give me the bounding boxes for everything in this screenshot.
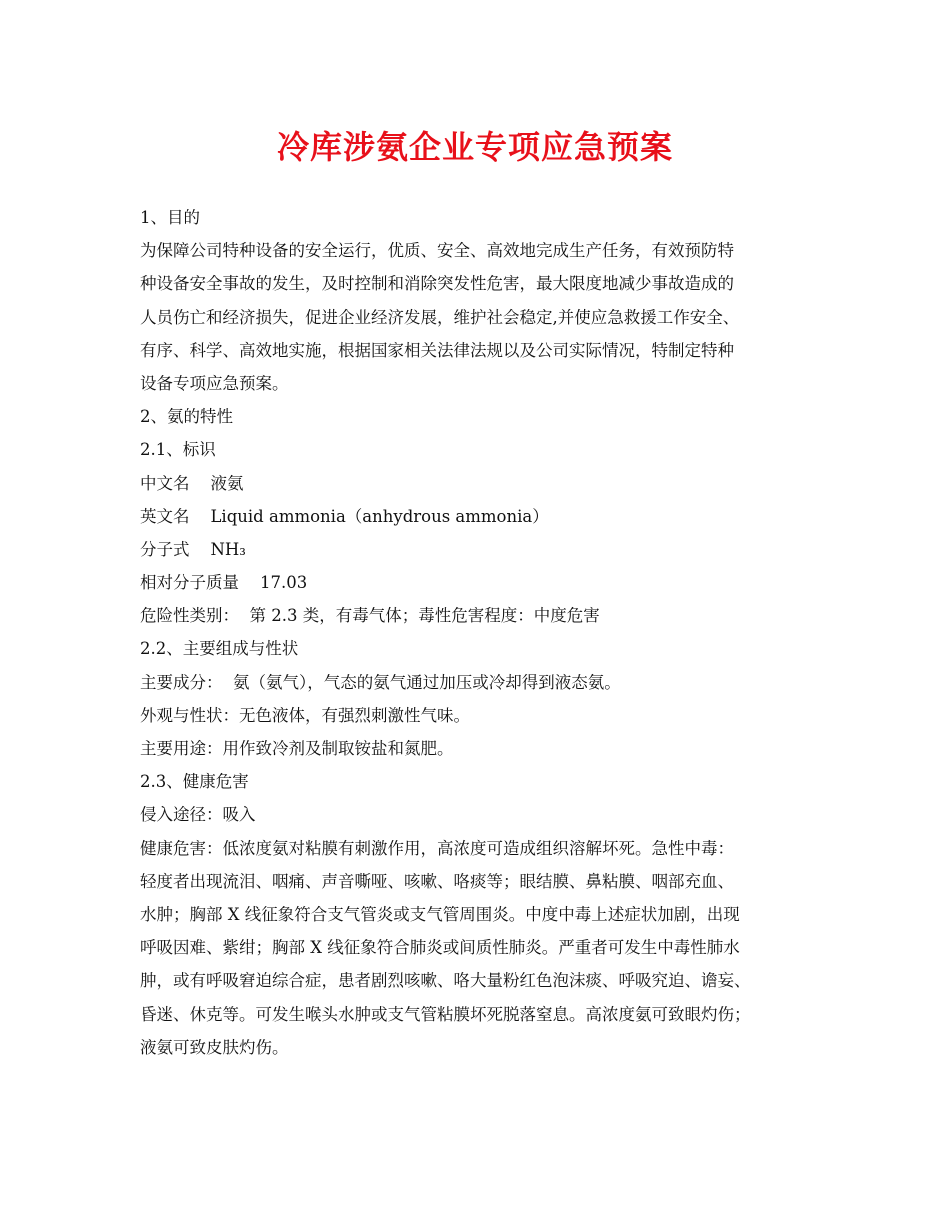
paragraph-line: 健康危害：低浓度氨对粘膜有刺激作用，高浓度可造成组织溶解坏死。急性中毒： [140, 838, 734, 858]
subsection-heading-identification: 2.1、标识 [140, 440, 216, 460]
document-body [140, 201, 840, 1064]
field-molecular-weight: 相对分子质量 17.03 [140, 573, 308, 593]
paragraph-line: 有序、科学、高效地实施，根据国家相关法律法规以及公司实际情况，特制定特种 [140, 340, 734, 360]
subsection-heading-composition: 2.2、主要组成与性状 [140, 639, 299, 659]
paragraph-line: 为保障公司特种设备的安全运行，优质、安全、高效地完成生产任务，有效预防特 [140, 241, 734, 261]
field-molecular-formula: 分子式 NH₃ [140, 539, 246, 559]
section-heading-ammonia-properties: 2、氨的特性 [140, 407, 233, 427]
paragraph-line: 种设备安全事故的发生，及时控制和消除突发性危害，最大限度地减少事故造成的 [140, 274, 734, 294]
field-chinese-name: 中文名 液氨 [140, 473, 244, 493]
section-heading-purpose: 1、目的 [140, 208, 200, 227]
field-hazard-class: 危险性类别： 第 2.3 类，有毒气体；毒性危害程度：中度危害 [140, 606, 600, 626]
paragraph-line: 水肿；胸部 X 线征象符合支气管炎或支气管周围炎。中度中毒上述症状加剧，出现 [140, 904, 740, 924]
paragraph-line: 设备专项应急预案。 [140, 373, 289, 393]
field-appearance: 外观与性状：无色液体，有强烈刺激性气味。 [140, 705, 470, 725]
field-english-name: 英文名 Liquid ammonia（anhydrous ammonia） [140, 506, 549, 526]
field-main-uses: 主要用途：用作致冷剂及制取铵盐和氮肥。 [140, 739, 454, 758]
paragraph-line: 昏迷、休克等。可发生喉头水肿或支气管粘膜坏死脱落窒息。高浓度氨可致眼灼伤； [140, 1004, 751, 1024]
field-main-components: 主要成分： 氨（氨气），气态的氨气通过加压或冷却得到液态氨。 [140, 672, 621, 692]
field-route-of-entry: 侵入途径：吸入 [140, 805, 256, 825]
paragraph-line: 人员伤亡和经济损失，促进企业经济发展，维护社会稳定,并使应急救援工作安全、 [140, 307, 740, 327]
paragraph-line: 轻度者出现流泪、咽痛、声音嘶哑、咳嗽、咯痰等；眼结膜、鼻粘膜、咽部充血、 [140, 871, 734, 891]
paragraph-line: 液氨可致皮肤灼伤。 [140, 1037, 289, 1057]
document-title: 冷库涉氨企业专项应急预案 [276, 128, 673, 166]
paragraph-line: 呼吸因难、紫绀；胸部 X 线征象符合肺炎或间质性肺炎。严重者可发生中毒性肺水 [140, 938, 740, 958]
subsection-heading-health-hazards: 2.3、健康危害 [140, 772, 249, 792]
paragraph-line: 肿，或有呼吸窘迫综合症，患者剧烈咳嗽、咯大量粉红色泡沫痰、呼吸究迫、谵妄、 [140, 971, 751, 991]
